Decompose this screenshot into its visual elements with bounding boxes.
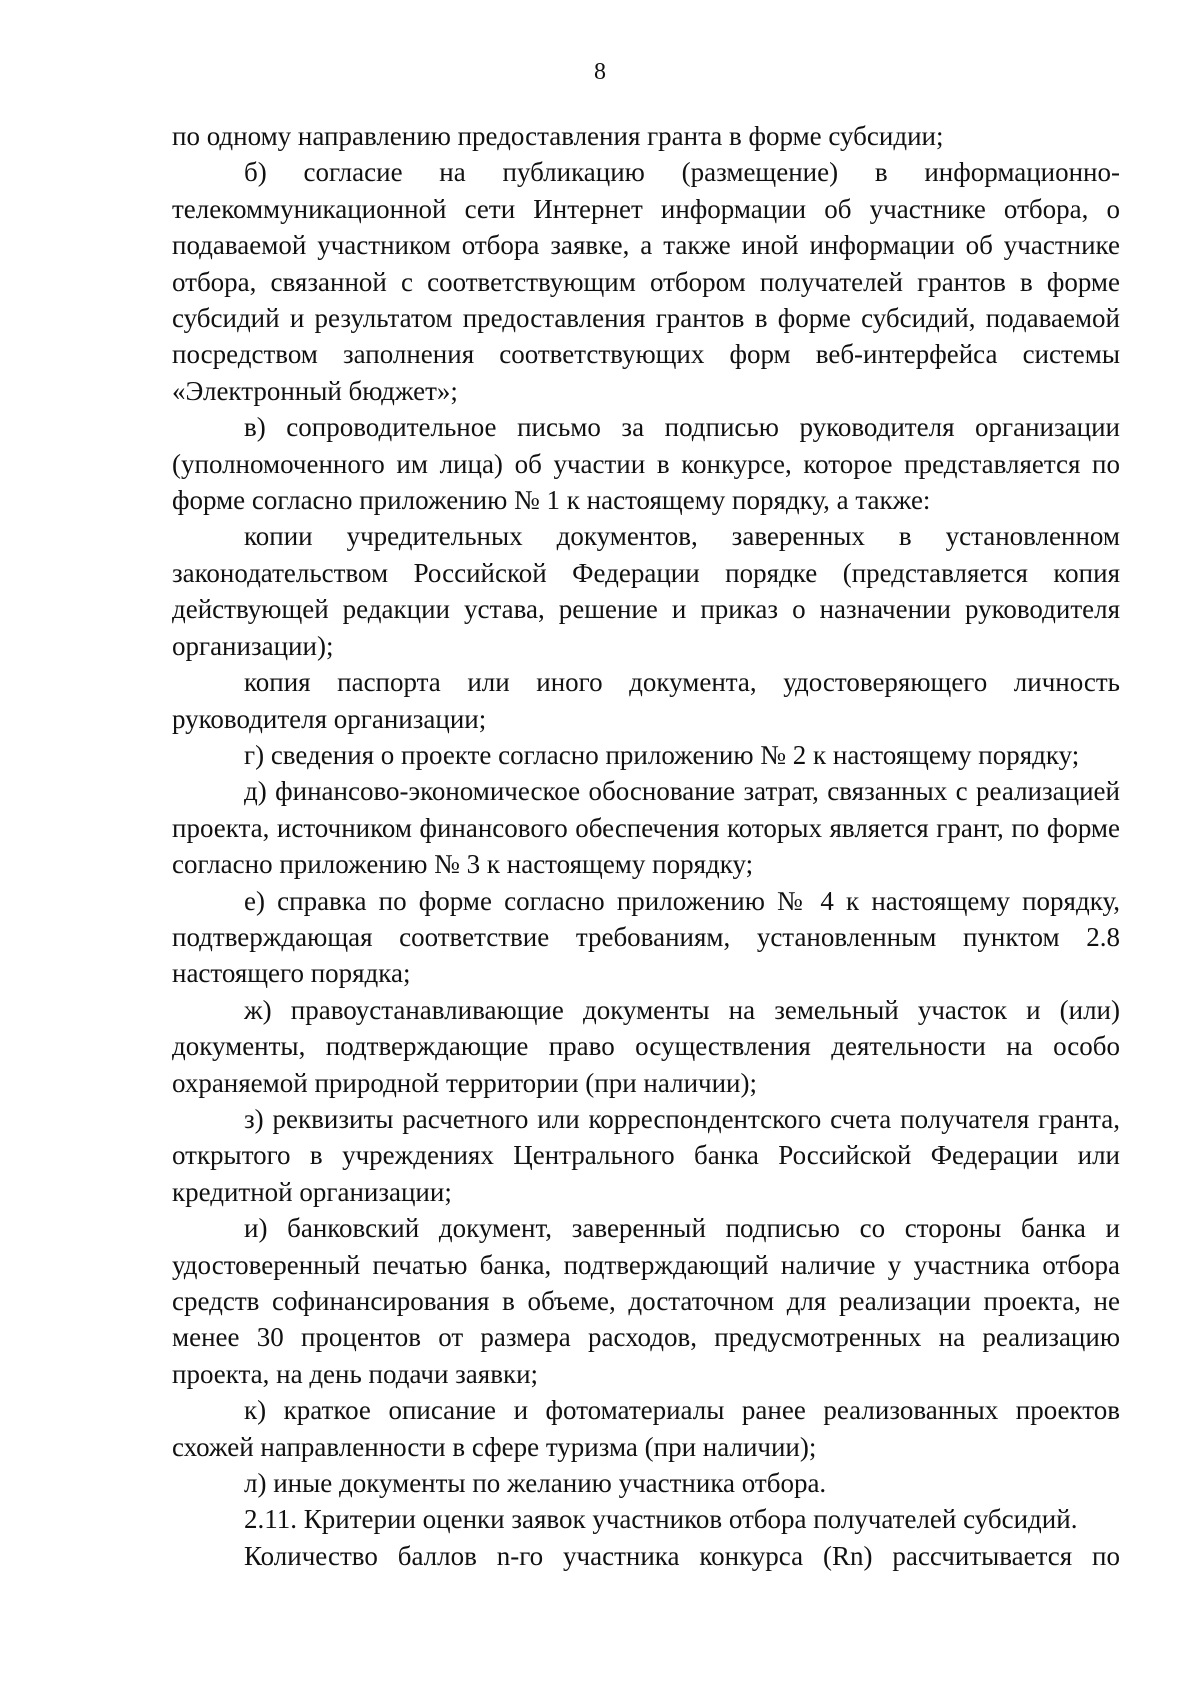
paragraph-item-z: з) реквизиты расчетного или корреспондентского счета получателя гранта, открытого в учреждениях Центрального банка Российской Федерации или кредитной организации; [172, 1103, 1120, 1207]
paragraph-item-l: л) иные документы по желанию участника отбора. [244, 1468, 827, 1499]
paragraph-item-d: д) финансово-экономическое обоснование затрат, связанных с реализацией проекта, источником финансового обеспечения которых является грант, по форме согласно приложению № 3 к настоящему порядку; [172, 776, 1120, 880]
paragraph-item-k: к) краткое описание и фотоматериалы ранее реализованных проектов схожей направленности в сфере туризма (при наличии); [172, 1395, 1120, 1462]
paragraph-founding-documents: копии учредительных документов, заверенных в установленном законодательством Российской Федерации порядке (представляется копия действующей редакции устава, решение и приказ о назначении руководителя организации); [172, 521, 1120, 661]
page-number: 8 [594, 59, 606, 85]
paragraph-item-e: е) справка по форме согласно приложению № 4 к настоящему порядку, подтверждающая соответствие требованиям, установленным пунктом 2.8 настоящего порядка; [172, 885, 1120, 989]
paragraph-score-calculation: Количество баллов n-го участника конкурса (Rn) рассчитывается по [244, 1540, 1120, 1571]
paragraph-item-zh: ж) правоустанавливающие документы на земельный участок и (или) документы, подтверждающие право осуществления деятельности на особо охраняемой природной территории (при наличии); [172, 994, 1120, 1098]
paragraph-item-v: в) сопроводительное письмо за подписью руководителя организации (уполномоченного им лица) об участии в конкурсе, которое представляется по форме согласно приложению № 1 к настоящему порядку, а также: [172, 412, 1120, 516]
paragraph-section-2-11: 2.11. Критерии оценки заявок участников отбора получателей субсидий. [244, 1504, 1078, 1535]
document-body [172, 118, 1120, 1574]
paragraph-passport-copy: копия паспорта или иного документа, удостоверяющего личность руководителя организации; [172, 667, 1120, 734]
paragraph-item-b: б) согласие на публикацию (размещение) в информационно-телекоммуникационной сети Интернет информации об участнике отбора, о подаваемой участником отбора заявке, а также иной информации об участнике отбора, связанной с соответствующим отбором получателей грантов в форме субсидий и результатом предоставления грантов в форме субсидий, подаваемой посредством заполнения соответствующих форм веб-интерфейса системы «Электронный бюджет»; [172, 157, 1120, 406]
paragraph-continuation: по одному направлению предоставления гранта в форме субсидии; [172, 121, 944, 151]
paragraph-item-i: и) банковский документ, заверенный подписью со стороны банка и удостоверенный печатью банка, подтверждающий наличие у участника отбора средств софинансирования в объеме, достаточном для реализации проекта, не менее 30 процентов от размера расходов, предусмотренных на реализацию проекта, на день подачи заявки; [172, 1213, 1120, 1389]
paragraph-item-g: г) сведения о проекте согласно приложению № 2 к настоящему порядку; [244, 739, 1080, 770]
